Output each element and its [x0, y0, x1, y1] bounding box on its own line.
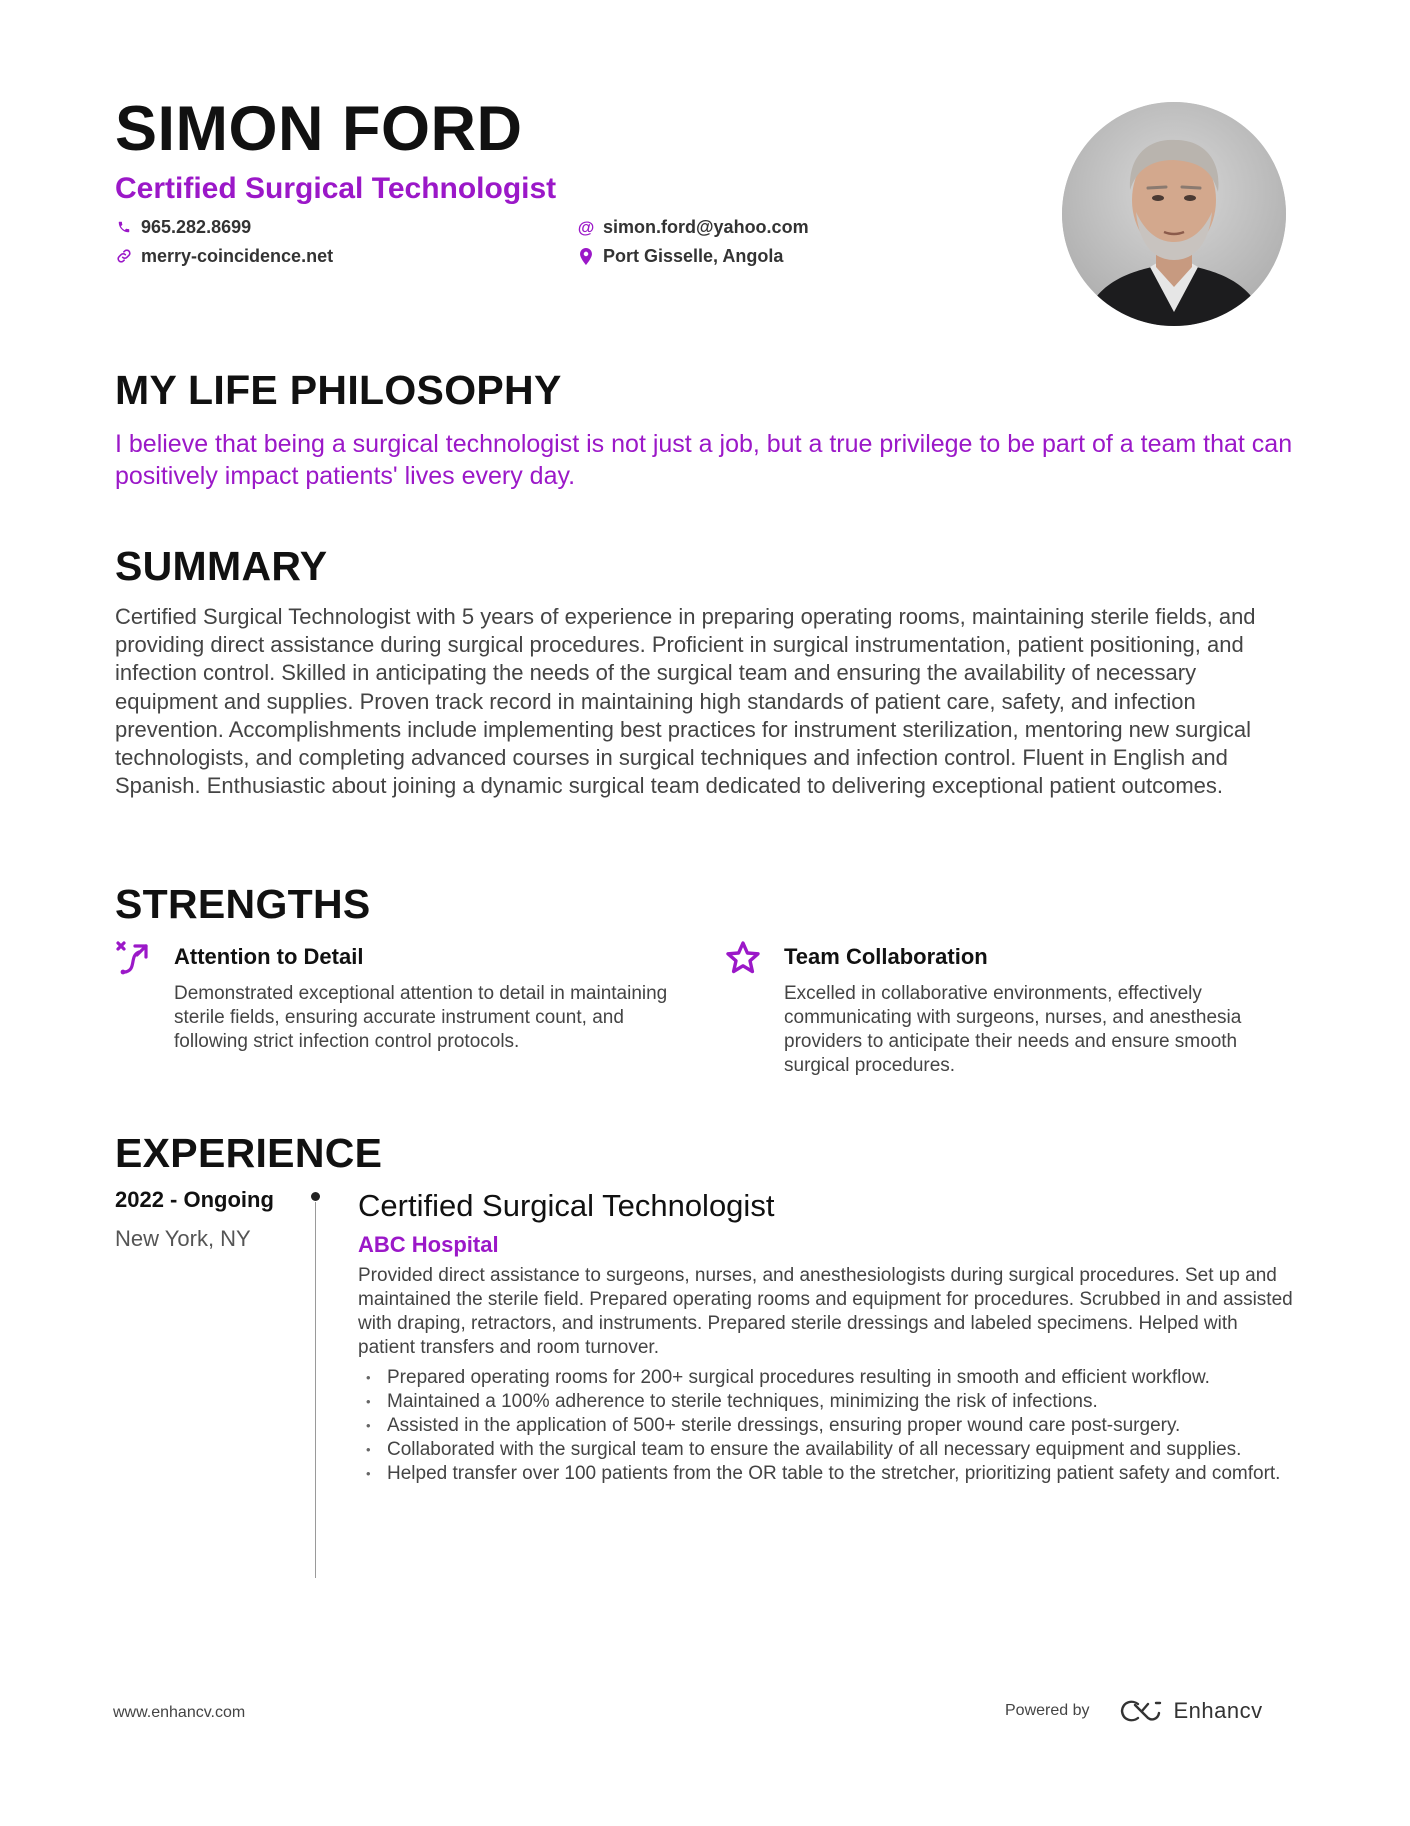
at-icon: @ — [577, 217, 595, 237]
philosophy-heading: MY LIFE PHILOSOPHY — [115, 367, 562, 413]
experience-description: Provided direct assistance to surgeons, nurses, and anesthesiologists during surgical procedures. Set up and maintained the sterile field. Prepared operating rooms and equipment for procedures. Scrubbed in and assisted with draping, retractors, and instruments. Prepared sterile dressings and labeled specimens. Helped with patient transfers and room turnover. — [358, 1265, 1293, 1358]
footer-powered-by — [1005, 1698, 1263, 1724]
timeline-line — [315, 1202, 316, 1578]
experience-bullet: • Collaborated with the surgical team to ensure the availability of all necessary equipment and supplies. — [358, 1438, 1298, 1462]
contact-phone — [115, 218, 251, 236]
experience-bullet: • Maintained a 100% adherence to sterile techniques, minimizing the risk of infections. — [358, 1390, 1298, 1414]
phone-value: 965.282.8699 — [141, 217, 252, 237]
contact-location — [577, 247, 783, 265]
experience-job-title: Certified Surgical Technologist — [358, 1188, 775, 1223]
powered-by-label: Powered by — [1005, 1702, 1090, 1719]
contact-website[interactable] — [115, 247, 333, 265]
location-value: Port Gisselle, Angola — [603, 246, 784, 266]
experience-dates: 2022 - Ongoing — [115, 1187, 274, 1212]
experience-heading: EXPERIENCE — [115, 1130, 383, 1176]
location-pin-icon — [577, 247, 595, 265]
summary-text: Certified Surgical Technologist with 5 years of experience in preparing operating rooms, maintaining sterile fields, and providing direct assistance during surgical procedures. Proficient in surgical instrumentation, patient positioning, and infection control. Skilled in anticipating the needs of the surgical team and ensuring the availability of necessary equipment and supplies. Proven track record in maintaining high standards of patient care, safety, and infection prevention. Accomplishments include implementing best practices for instrument sterilization, mentoring new surgical technologists, and completing advanced courses in surgical techniques and infection control. Fluent in English and Spanish. Enthusiastic about joining a dynamic surgical team dedicated to delivering exceptional patient outcomes. — [115, 604, 1256, 799]
summary-heading: SUMMARY — [115, 543, 328, 589]
strength-title: Attention to Detail — [174, 944, 364, 969]
phone-icon — [115, 218, 133, 236]
experience-bullet: • Assisted in the application of 500+ sterile dressings, ensuring proper wound care post-surgery. — [358, 1414, 1298, 1438]
philosophy-text: I believe that being a surgical technologist is not just a job, but a true privilege to be part of a team that can positively impact patients' lives every day. — [115, 430, 1293, 490]
route-icon — [115, 940, 151, 976]
timeline-dot — [311, 1192, 320, 1201]
website-value[interactable]: merry-coincidence.net — [141, 246, 334, 266]
brand-name: Enhancv — [1173, 1698, 1263, 1723]
link-icon — [115, 247, 133, 265]
experience-company: ABC Hospital — [358, 1232, 499, 1257]
enhancv-logo[interactable] — [1118, 1698, 1263, 1724]
email-value[interactable]: simon.ford@yahoo.com — [603, 217, 809, 237]
footer-website[interactable]: www.enhancv.com — [113, 1704, 246, 1721]
strength-desc: Demonstrated exceptional attention to detail in maintaining sterile fields, ensuring accurate instrument count, and following strict infection control protocols. — [174, 983, 668, 1052]
profile-photo — [1062, 102, 1286, 326]
experience-location: New York, NY — [115, 1226, 251, 1251]
candidate-title: Certified Surgical Technologist — [115, 172, 557, 205]
experience-bullets — [358, 1366, 1298, 1486]
strengths-heading: STRENGTHS — [115, 881, 371, 927]
star-icon — [725, 940, 761, 976]
experience-bullet: • Prepared operating rooms for 200+ surgical procedures resulting in smooth and efficient workflow. — [358, 1366, 1298, 1390]
contact-email[interactable] — [577, 218, 809, 236]
strength-title: Team Collaboration — [784, 944, 988, 969]
enhancv-logo-icon — [1118, 1699, 1164, 1723]
candidate-name: SIMON FORD — [115, 94, 523, 164]
experience-bullet: • Helped transfer over 100 patients from the OR table to the stretcher, prioritizing patient safety and comfort. — [358, 1462, 1298, 1486]
strength-desc: Excelled in collaborative environments, effectively communicating with surgeons, nurses, and anesthesia providers to anticipate their needs and ensure smooth surgical procedures. — [784, 983, 1242, 1076]
